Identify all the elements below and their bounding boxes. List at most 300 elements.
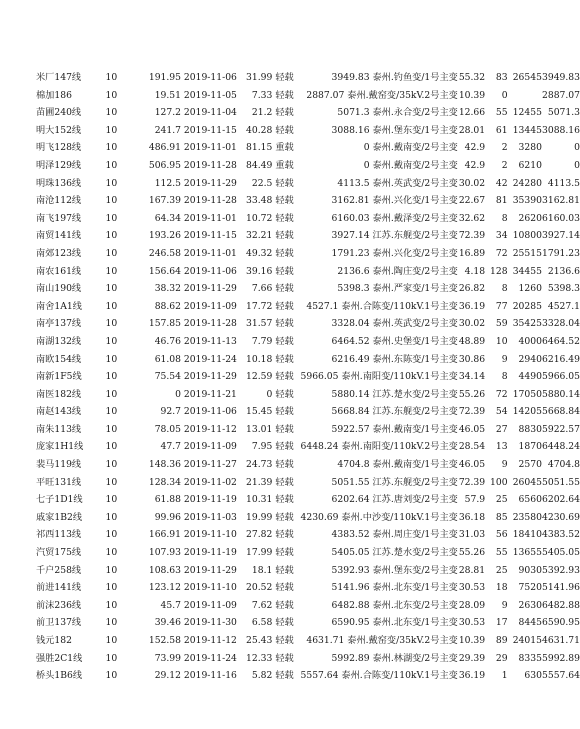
- load-rate-cell: 12.33: [246, 652, 273, 664]
- voltage-cell: 10: [105, 124, 118, 136]
- load-status-cell: 轻载: [275, 406, 294, 418]
- capacity-cell: 5557.64: [542, 670, 580, 682]
- substation-cell: [301, 298, 458, 316]
- substation-cell-part: 5141.96: [331, 582, 370, 594]
- percent-cell: 30.53: [458, 617, 486, 629]
- capacity-cell: 4113.5: [547, 177, 580, 189]
- percent-cell: 22.67: [458, 195, 486, 207]
- percent-cell: 55.32: [458, 72, 486, 83]
- substation-cell-part: 泰州.戴窑变/35kV.2号主变: [347, 89, 458, 101]
- substation-cell-part: 泰州.英武变/2号主变: [372, 177, 458, 189]
- capacity-cell: 3328.04: [542, 318, 580, 330]
- feeder-name-cell: 棉加186: [36, 89, 72, 101]
- table-row: [36, 421, 580, 439]
- capacity-cell: 5992.89: [542, 652, 580, 664]
- feeder-name-cell: 南飞197线: [36, 212, 82, 224]
- load-status-cell: 轻载: [275, 511, 294, 523]
- peak-value-date-cell-part: 2019-11-09: [183, 441, 237, 453]
- load-rate-cell: 40.28: [246, 124, 273, 136]
- load-rate-cell: 49.32: [246, 247, 273, 259]
- capacity-cell: 3949.83: [542, 72, 580, 83]
- voltage-cell: 10: [105, 388, 118, 400]
- table-row: [36, 650, 580, 668]
- substation-cell: [301, 122, 458, 140]
- peak-value-date-cell-part: 75.54: [154, 371, 181, 383]
- percent-cell: 26.82: [458, 283, 486, 295]
- percent-cell: 10.39: [458, 89, 486, 101]
- table-row: [36, 632, 580, 650]
- voltage-cell: 10: [105, 371, 118, 383]
- peak-value-date-cell-part: 2019-11-01: [183, 212, 237, 224]
- energy-cell: 2630: [518, 599, 542, 611]
- peak-value-date-cell: [144, 544, 237, 562]
- table-row: [36, 69, 580, 87]
- substation-cell: [301, 104, 458, 122]
- feeder-name-cell: 钱元182: [36, 635, 72, 646]
- count-cell: 42: [495, 177, 508, 189]
- peak-value-date-cell: [144, 227, 237, 245]
- substation-cell-part: 泰州.戴南变/1号主变: [372, 459, 458, 471]
- peak-value-date-cell: [144, 474, 237, 492]
- feeder-name-cell: 强胜2C1线: [36, 652, 83, 664]
- count-cell: 56: [495, 529, 508, 541]
- energy-cell: 630: [524, 670, 542, 682]
- voltage-cell: 10: [105, 494, 118, 506]
- percent-cell: 57.9: [464, 494, 486, 506]
- count-cell: 72: [495, 247, 508, 259]
- count-cell: 2: [501, 159, 508, 171]
- peak-value-date-cell-part: 2019-11-19: [183, 547, 237, 559]
- percent-cell: 55.26: [458, 388, 486, 400]
- peak-value-date-cell-part: 2019-11-03: [183, 511, 237, 523]
- peak-value-date-cell: [144, 139, 237, 157]
- load-rate-cell: 19.99: [246, 511, 273, 523]
- feeder-name-cell: 戚家1B2线: [36, 511, 83, 523]
- load-rate-cell: 17.72: [246, 300, 273, 312]
- percent-cell: 72.39: [458, 476, 486, 488]
- substation-cell-part: 6160.03: [331, 212, 370, 224]
- load-status-cell: 重载: [275, 142, 294, 154]
- count-cell: 77: [495, 300, 508, 312]
- table-row: [36, 351, 580, 369]
- voltage-cell: 10: [105, 195, 118, 207]
- percent-cell: 4.18: [464, 265, 486, 277]
- load-rate-cell: 13.01: [246, 423, 273, 435]
- capacity-cell: 2136.6: [547, 265, 580, 277]
- peak-value-date-cell-part: 2019-11-01: [183, 142, 237, 154]
- load-rate-cell: 17.99: [246, 547, 273, 559]
- load-rate-cell: 6.58: [251, 617, 273, 629]
- voltage-cell: 10: [105, 599, 118, 611]
- substation-cell: [301, 474, 458, 492]
- energy-cell: 4490: [518, 371, 542, 383]
- count-cell: 100: [490, 476, 508, 488]
- load-status-cell: 轻载: [275, 635, 294, 646]
- peak-value-date-cell-part: 156.64: [148, 265, 181, 277]
- substation-cell-part: 泰州.南阳变/110kV.1号主变: [341, 371, 458, 383]
- energy-cell: 17050: [512, 388, 542, 400]
- feeder-name-cell: 南舍1A1线: [36, 300, 82, 312]
- load-status-cell: 轻载: [275, 265, 294, 277]
- table-row: [36, 456, 580, 474]
- capacity-cell: 0: [574, 142, 580, 154]
- substation-cell-part: 泰州.北东变/2号主变: [372, 599, 458, 611]
- substation-cell: [301, 632, 458, 650]
- feeder-name-cell: 苗圃240线: [36, 107, 82, 119]
- voltage-cell: 10: [105, 89, 118, 101]
- load-status-cell: 轻载: [275, 283, 294, 295]
- load-status-cell: 轻载: [275, 582, 294, 594]
- substation-cell: [301, 438, 458, 456]
- substation-cell: [301, 368, 458, 386]
- feeder-name-cell: 南医182线: [36, 388, 82, 400]
- load-rate-cell: 25.43: [246, 635, 273, 646]
- substation-cell: [301, 667, 458, 685]
- substation-cell: [301, 351, 458, 369]
- capacity-cell: 4704.8: [547, 459, 580, 471]
- substation-cell-part: 3328.04: [331, 318, 370, 330]
- load-rate-cell: 10.31: [246, 494, 273, 506]
- peak-value-date-cell: [144, 386, 237, 404]
- voltage-cell: 10: [105, 670, 118, 682]
- substation-cell-part: 4704.8: [337, 459, 370, 471]
- peak-value-date-cell-part: 47.7: [160, 441, 181, 453]
- peak-value-date-cell-part: 2019-11-19: [183, 494, 237, 506]
- energy-cell: [508, 87, 542, 105]
- substation-cell: [301, 333, 458, 351]
- substation-cell-part: 泰州.兴化变/2号主变: [372, 247, 458, 259]
- peak-value-date-cell-part: 2019-11-29: [183, 283, 237, 295]
- feeder-name-cell: 南欧154线: [36, 353, 82, 365]
- voltage-cell: 10: [105, 265, 118, 277]
- peak-value-date-cell-part: 78.05: [154, 423, 181, 435]
- substation-cell-part: 6482.88: [331, 599, 370, 611]
- substation-cell-part: 泰州.史堡变/1号主变: [372, 335, 458, 347]
- percent-cell: 42.9: [464, 159, 486, 171]
- percent-cell: 30.53: [458, 582, 486, 594]
- count-cell: 2: [501, 142, 508, 154]
- substation-cell: [301, 562, 458, 580]
- peak-value-date-cell: [144, 579, 237, 597]
- load-status-cell: 轻载: [275, 177, 294, 189]
- load-rate-cell: 0: [266, 388, 273, 400]
- load-rate-cell: 31.99: [246, 72, 273, 83]
- voltage-cell: 10: [105, 547, 118, 559]
- substation-cell: [301, 421, 458, 439]
- peak-value-date-cell: [144, 280, 237, 298]
- percent-cell: 30.86: [458, 353, 486, 365]
- peak-value-date-cell-part: 108.63: [148, 564, 181, 576]
- energy-cell: 26045: [512, 476, 542, 488]
- voltage-cell: 10: [105, 617, 118, 629]
- substation-cell-part: 6202.64: [331, 494, 370, 506]
- peak-value-date-cell-part: 88.62: [154, 300, 181, 312]
- voltage-cell: 10: [105, 300, 118, 312]
- voltage-cell: 10: [105, 459, 118, 471]
- substation-cell-part: 泰州.堡东变/1号主变: [372, 124, 458, 136]
- peak-value-date-cell: [144, 351, 237, 369]
- peak-value-date-cell-part: 2019-11-28: [183, 159, 237, 171]
- feeder-name-cell: 裴马119线: [36, 459, 82, 471]
- count-cell: 61: [495, 124, 508, 136]
- energy-cell: 3280: [518, 142, 542, 154]
- load-status-cell: 轻载: [275, 300, 294, 312]
- percent-cell: 30.02: [458, 177, 486, 189]
- feeder-name-cell: 明泽129线: [36, 159, 82, 171]
- capacity-cell: 0: [574, 159, 580, 171]
- capacity-cell: 4631.71: [542, 635, 580, 646]
- substation-cell-part: 2136.6: [337, 265, 370, 277]
- count-cell: 59: [495, 318, 508, 330]
- count-cell: 9: [501, 599, 508, 611]
- table-row: [36, 280, 580, 298]
- capacity-cell: 4527.1: [547, 300, 580, 312]
- substation-cell: [301, 280, 458, 298]
- voltage-cell: 10: [105, 423, 118, 435]
- voltage-cell: 10: [105, 476, 118, 488]
- load-rate-cell: 39.16: [246, 265, 273, 277]
- feeder-name-cell: 前进141线: [36, 582, 82, 594]
- substation-cell: [301, 87, 458, 105]
- peak-value-date-cell-part: 2019-11-12: [183, 423, 237, 435]
- substation-cell-part: 泰州.兴化变/1号主变: [372, 195, 458, 207]
- substation-cell-part: 5922.57: [331, 423, 370, 435]
- peak-value-date-cell-part: 2019-11-15: [183, 124, 237, 136]
- feeder-name-cell: 南沧112线: [36, 195, 82, 207]
- peak-value-date-cell-part: 112.5: [154, 177, 181, 189]
- peak-value-date-cell: [144, 69, 237, 87]
- substation-cell: [301, 192, 458, 210]
- substation-cell: [301, 263, 458, 281]
- peak-value-date-cell: [144, 456, 237, 474]
- load-status-cell: 轻载: [275, 617, 294, 629]
- feeder-name-cell: 庞家1H1线: [36, 441, 84, 453]
- table-row: [36, 333, 580, 351]
- table-row: [36, 263, 580, 281]
- voltage-cell: 10: [105, 511, 118, 523]
- count-cell: 18: [495, 582, 508, 594]
- substation-cell-part: 5071.3: [337, 107, 370, 119]
- energy-cell: 34455: [512, 265, 542, 277]
- energy-cell: 26545: [512, 72, 542, 83]
- table-row: [36, 403, 580, 421]
- voltage-cell: 10: [105, 283, 118, 295]
- voltage-cell: 10: [105, 247, 118, 259]
- energy-cell: 24015: [512, 635, 542, 646]
- peak-value-date-cell-part: 2019-11-10: [183, 529, 237, 541]
- substation-cell: [301, 227, 458, 245]
- peak-value-date-cell-part: 2019-11-24: [183, 353, 237, 365]
- capacity-cell: 5966.05: [542, 371, 580, 383]
- energy-cell: 12455: [512, 107, 542, 119]
- table-row: [36, 614, 580, 632]
- table-row: [36, 509, 580, 527]
- substation-cell: [301, 597, 458, 615]
- capacity-cell: 5880.14: [542, 388, 580, 400]
- substation-cell-part: 泰州.东陈变/1号主变: [372, 353, 458, 365]
- count-cell: 34: [495, 230, 508, 242]
- count-cell: 89: [495, 635, 508, 646]
- substation-cell-part: 泰州.合陈变/110kV.1号主变: [341, 670, 458, 682]
- table-row: [36, 544, 580, 562]
- count-cell: 54: [495, 406, 508, 418]
- peak-value-date-cell-part: 152.58: [148, 635, 181, 646]
- capacity-cell: 4383.52: [542, 529, 580, 541]
- voltage-cell: 10: [105, 318, 118, 330]
- load-status-cell: 轻载: [275, 195, 294, 207]
- substation-cell-part: 6448.24: [300, 441, 339, 453]
- peak-value-date-cell-part: 148.36: [148, 459, 181, 471]
- peak-value-date-cell-part: 29.12: [154, 670, 181, 682]
- load-rate-cell: 81.15: [246, 142, 273, 154]
- load-rate-cell: 7.79: [251, 335, 273, 347]
- count-cell: 9: [501, 459, 508, 471]
- peak-value-date-cell-part: 2019-11-05: [183, 89, 237, 101]
- peak-value-date-cell: [144, 87, 237, 105]
- substation-cell-part: 4113.5: [337, 177, 370, 189]
- voltage-cell: 10: [105, 159, 118, 171]
- table-row: [36, 210, 580, 228]
- table-row: [36, 386, 580, 404]
- energy-cell: 20285: [512, 300, 542, 312]
- feeder-name-cell: 桥头1B6线: [36, 670, 83, 682]
- energy-cell: 4000: [518, 335, 542, 347]
- energy-cell: 23580: [512, 511, 542, 523]
- substation-cell-part: 泰州.北东变/1号主变: [372, 617, 458, 629]
- feeder-name-cell: 明珠136线: [36, 177, 82, 189]
- capacity-cell: 6202.64: [542, 494, 580, 506]
- substation-cell-part: 江苏.楚水变/2号主变: [372, 547, 458, 559]
- peak-value-date-cell-part: 2019-11-29: [183, 177, 237, 189]
- peak-value-date-cell-part: 2019-11-28: [183, 318, 237, 330]
- count-cell: 83: [495, 72, 508, 83]
- substation-cell-part: 泰州.合陈变/110kV.1号主变: [341, 300, 458, 312]
- substation-cell: [301, 491, 458, 509]
- load-rate-cell: 21.39: [246, 476, 273, 488]
- substation-cell: [301, 210, 458, 228]
- energy-cell: 2570: [518, 459, 542, 471]
- peak-value-date-cell-part: 2019-11-21: [183, 388, 237, 400]
- load-rate-cell: 18.1: [251, 564, 273, 576]
- peak-value-date-cell-part: 73.99: [154, 652, 181, 664]
- voltage-cell: 10: [105, 72, 118, 83]
- table-row: [36, 474, 580, 492]
- substation-cell-part: 泰州.永合变/2号主变: [372, 107, 458, 119]
- count-cell: 55: [495, 107, 508, 119]
- percent-cell: 30.02: [458, 318, 486, 330]
- peak-value-date-cell-part: 2019-11-04: [183, 107, 237, 119]
- substation-cell: [301, 526, 458, 544]
- voltage-cell: 10: [105, 212, 118, 224]
- peak-value-date-cell-part: 2019-11-02: [183, 476, 237, 488]
- peak-value-date-cell-part: 127.2: [154, 107, 181, 119]
- load-rate-cell: 7.95: [251, 441, 273, 453]
- count-cell: 25: [495, 494, 508, 506]
- load-rate-cell: 5.82: [251, 670, 273, 682]
- peak-value-date-cell: [144, 368, 237, 386]
- substation-cell: [301, 245, 458, 263]
- substation-cell-part: 5966.05: [300, 371, 339, 383]
- energy-cell: 14205: [512, 406, 542, 418]
- peak-value-date-cell-part: 2019-11-01: [183, 247, 237, 259]
- substation-cell: [301, 579, 458, 597]
- substation-cell-part: 4527.1: [306, 300, 339, 312]
- peak-value-date-cell: [144, 157, 237, 175]
- load-rate-cell: 22.5: [251, 177, 273, 189]
- load-rate-cell: 12.59: [246, 371, 273, 383]
- voltage-cell: 10: [105, 353, 118, 365]
- peak-value-date-cell: [144, 491, 237, 509]
- load-rate-cell: 24.73: [246, 459, 273, 471]
- load-status-cell: 轻载: [275, 459, 294, 471]
- substation-cell-part: 泰州.严家变/1号主变: [372, 283, 458, 295]
- percent-cell: 36.19: [458, 670, 486, 682]
- peak-value-date-cell-part: 2019-11-06: [183, 406, 237, 418]
- feeder-name-cell: 米厂147线: [36, 72, 82, 83]
- load-rate-cell: 7.33: [251, 89, 273, 101]
- substation-cell-part: 5051.55: [331, 476, 370, 488]
- load-status-cell: 轻载: [275, 89, 294, 101]
- energy-cell: 7520: [518, 582, 542, 594]
- percent-cell: 36.19: [458, 300, 486, 312]
- peak-value-date-cell: [144, 210, 237, 228]
- peak-value-date-cell: [144, 122, 237, 140]
- table-row: [36, 526, 580, 544]
- peak-value-date-cell-part: 193.26: [148, 230, 181, 242]
- substation-cell-part: 4230.69: [300, 511, 339, 523]
- energy-cell: 24280: [512, 177, 542, 189]
- energy-cell: 18410: [512, 529, 542, 541]
- substation-cell-part: 5398.3: [337, 283, 370, 295]
- substation-cell-part: 3949.83: [331, 72, 370, 83]
- voltage-cell: 10: [105, 635, 118, 646]
- peak-value-date-cell-part: 167.39: [148, 195, 181, 207]
- load-status-cell: 轻载: [275, 476, 294, 488]
- capacity-cell: 6216.49: [542, 353, 580, 365]
- peak-value-date-cell: [144, 614, 237, 632]
- substation-cell-part: 江苏.东舰变/2号主变: [372, 476, 458, 488]
- substation-cell: [301, 386, 458, 404]
- feeder-name-cell: 汽贸175线: [36, 547, 82, 559]
- capacity-cell: 6482.88: [542, 599, 580, 611]
- substation-cell-part: 泰州.南阳变/110kV.2号主变: [341, 441, 458, 453]
- load-status-cell: 轻载: [275, 318, 294, 330]
- substation-cell-part: 泰州.英武变/2号主变: [372, 318, 458, 330]
- table-row: [36, 157, 580, 175]
- table-row: [36, 227, 580, 245]
- table-row: [36, 122, 580, 140]
- peak-value-date-cell-part: 46.76: [154, 335, 181, 347]
- substation-cell-part: 6590.95: [331, 617, 370, 629]
- load-status-cell: 轻载: [275, 564, 294, 576]
- peak-value-date-cell-part: 38.32: [154, 283, 181, 295]
- count-cell: 8: [501, 212, 508, 224]
- capacity-cell: 1791.23: [542, 247, 580, 259]
- percent-cell: 36.18: [458, 511, 486, 523]
- voltage-cell: 10: [105, 564, 118, 576]
- substation-cell: [301, 456, 458, 474]
- substation-cell-part: 2887.07: [306, 89, 345, 101]
- substation-cell-part: 5405.05: [331, 547, 370, 559]
- count-cell: 13: [495, 441, 508, 453]
- load-rate-cell: 7.62: [251, 599, 273, 611]
- peak-value-date-cell-part: 2019-11-15: [183, 230, 237, 242]
- load-status-cell: 轻载: [275, 494, 294, 506]
- percent-cell: 46.05: [458, 459, 486, 471]
- substation-cell-part: 泰州.北东变/1号主变: [372, 582, 458, 594]
- percent-cell: 16.89: [458, 247, 486, 259]
- table-row: [36, 175, 580, 193]
